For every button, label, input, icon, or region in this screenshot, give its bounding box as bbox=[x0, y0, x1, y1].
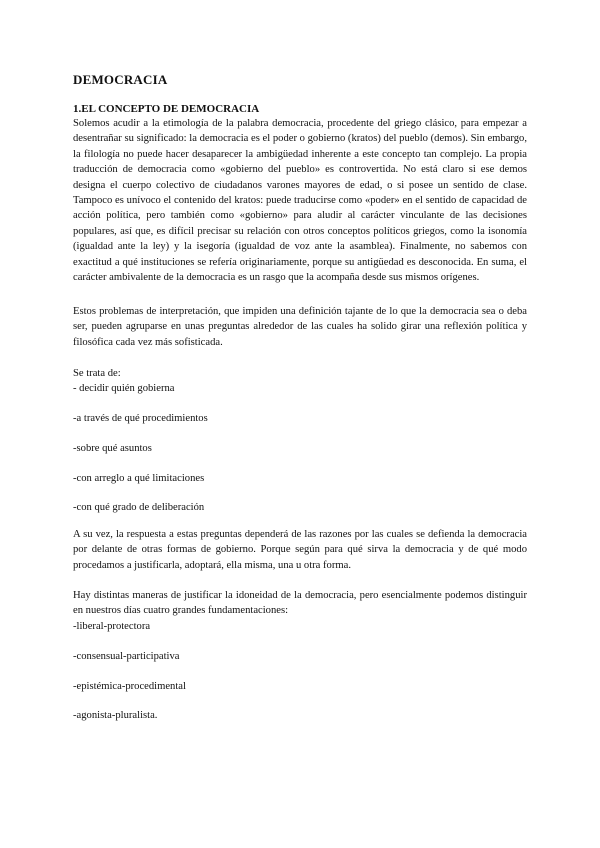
list-item: -consensual-participativa bbox=[73, 651, 180, 662]
list-item: -epistémica-procedimental bbox=[73, 681, 186, 692]
list-item: -a través de qué procedimientos bbox=[73, 413, 208, 424]
list-item: -agonista-pluralista. bbox=[73, 710, 158, 721]
section-heading: 1.EL CONCEPTO DE DEMOCRACIA bbox=[73, 103, 260, 115]
document-title: DEMOCRACIA bbox=[73, 72, 168, 87]
list-item: -con arreglo a qué limitaciones bbox=[73, 473, 205, 484]
list-item: -con qué grado de deliberación bbox=[73, 502, 205, 513]
paragraph-justifications: Hay distintas maneras de justificar la idoneidad de la democracia, pero esencialmente podemos distinguir en nuestros días cuatro grandes fundamentaciones: bbox=[73, 590, 527, 617]
list-item: -liberal-protectora bbox=[73, 621, 151, 632]
paragraph-etymology: Solemos acudir a la etimología de la palabra democracia, procedente del griego clásico, para empezar a desentrañar su significado: la democracia es el poder o gobierno (kratos) del pueblo (demos). Sin embargo, la filología no puede hacer desaparecer la ambigüedad inherente a este concepto tan complejo. La propia traducción de democracia como «gobierno del pueblo» es controvertida. No está claro si ese demos designa el cuerpo colectivo de ciudadanos varones mayores de edad, o si posee un sentido de clase. Tampoco es unívoco el contenido del kratos: puede traducirse como «poder» en el sentido de capacidad de acción política, pero también como «gobierno» para aludir al carácter vinculante de las decisiones populares, así que, es difícil precisar su relación con otros conceptos políticos griegos, como la isonomía (igualdad ante la ley) y la isegoría (igualdad de voz ante la asamblea). Finalmente, no sabemos con exactitud a qué instituciones se refería originariamente, porque su antigüedad es desconocida. En suma, el carácter ambivalente de la democracia es un rasgo que la acompaña desde sus mismos orígenes. bbox=[73, 118, 527, 284]
paragraph-answers: A su vez, la respuesta a estas preguntas dependerá de las razones por las cuales se defienda la democracia por delante de otras formas de gobierno. Porque según para qué sirva la democracia y de qué modo procedamos a justificarla, adoptará, ella misma, una u otra forma. bbox=[73, 529, 527, 571]
paragraph-interpretation: Estos problemas de interpretación, que impiden una definición tajante de lo que la democracia sea o deba ser, pueden agruparse en unas preguntas alrededor de las cuales ha solido girar una reflexión política y filosófica cada vez más sofisticada. bbox=[73, 306, 527, 348]
list-intro: Se trata de: bbox=[73, 368, 121, 379]
list-item: - decidir quién gobierna bbox=[73, 383, 175, 394]
list-item: -sobre qué asuntos bbox=[73, 443, 152, 454]
